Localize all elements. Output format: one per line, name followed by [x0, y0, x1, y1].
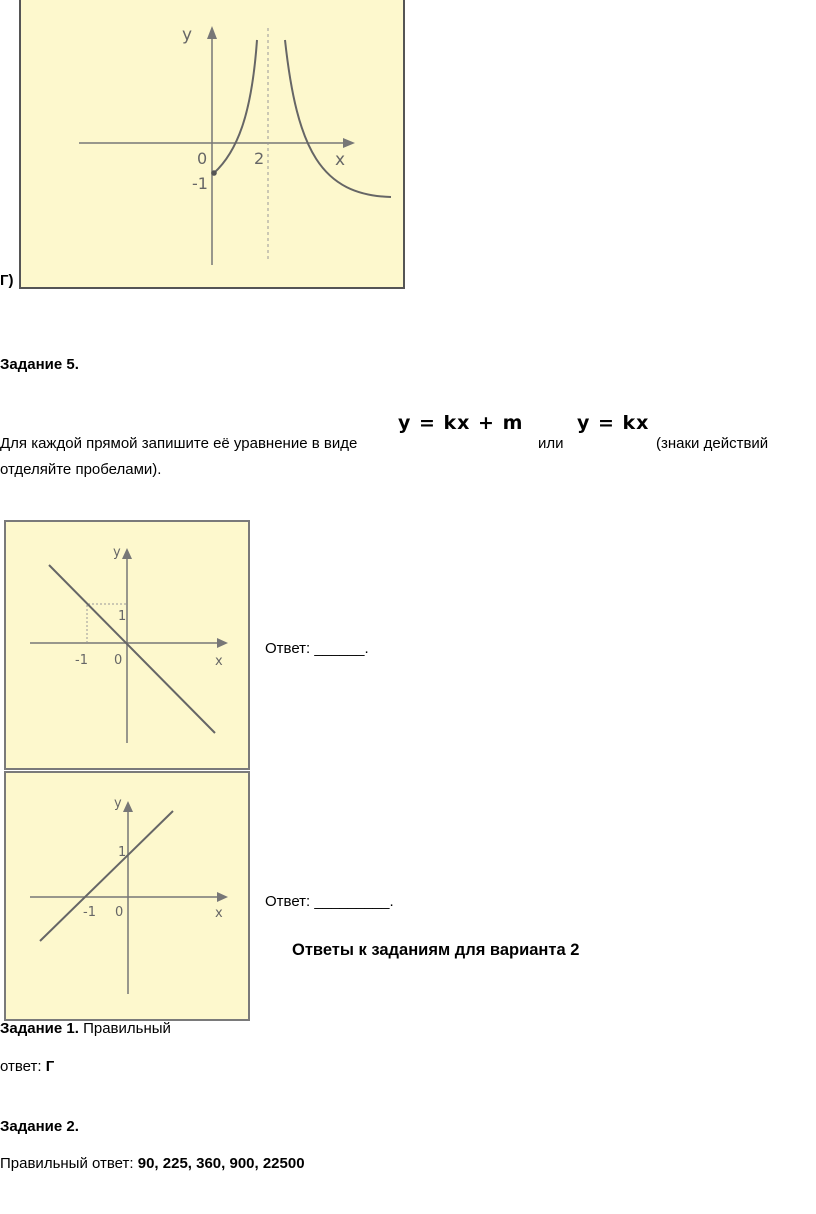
y-axis-arrow	[122, 548, 132, 559]
y-axis-label: y	[182, 25, 193, 45]
task1-answer-prefix: ответ:	[0, 1058, 46, 1075]
y-tick-label: 1	[118, 845, 127, 860]
answers-heading: Ответы к заданиям для варианта 2	[292, 941, 580, 959]
x-axis-label: x	[215, 654, 223, 669]
task2-answer-prefix: Правильный ответ:	[0, 1155, 138, 1172]
origin-label: 0	[197, 149, 208, 168]
task1-answer-line	[0, 1058, 54, 1075]
y-axis-label: y	[113, 545, 121, 560]
x-axis-label: x	[335, 150, 346, 170]
graph-frame-option-g	[19, 0, 405, 289]
origin-label: 0	[115, 905, 124, 920]
or-word: или	[538, 435, 564, 452]
task1-line	[0, 1020, 171, 1037]
x-axis-arrow	[343, 138, 355, 148]
option-g-label: Г)	[0, 272, 14, 289]
line-decreasing	[49, 565, 215, 733]
task1-answer: Г	[45, 1058, 55, 1075]
x-axis-arrow	[217, 892, 228, 902]
line-graph-2	[6, 773, 248, 1019]
hyperbola-graph	[21, 0, 403, 287]
graph-frame-line1	[4, 520, 250, 770]
formula-linear: y = kx + m	[398, 412, 524, 434]
y-axis-label: y	[114, 796, 122, 811]
task2-answer-line	[0, 1155, 305, 1172]
y-tick-label: 1	[118, 609, 127, 624]
y-tick-label: -1	[192, 174, 208, 193]
task1-text: Правильный	[78, 1020, 171, 1037]
task5-text-before: Для каждой прямой запишите её уравнение в виде	[0, 435, 358, 452]
graph-frame-line2	[4, 771, 250, 1021]
x-axis-arrow	[217, 638, 228, 648]
y-axis-arrow	[207, 26, 217, 39]
x-axis-label: x	[215, 906, 223, 921]
line-increasing	[40, 811, 173, 941]
task2-title: Задание 2.	[0, 1118, 79, 1135]
x-tick-label: 2	[254, 149, 265, 168]
y-axis-arrow	[123, 801, 133, 812]
answer-line2: Ответ: _________.	[265, 893, 394, 910]
line-graph-1	[6, 522, 248, 768]
x-tick-label: -1	[75, 653, 88, 668]
curve-right-branch	[285, 40, 391, 197]
origin-label: 0	[114, 653, 123, 668]
task5-text-after: (знаки действий	[656, 435, 769, 452]
curve-start-point	[211, 170, 217, 176]
answer-line1: Ответ: ______.	[265, 640, 369, 657]
task2-answer: 90, 225, 360, 900, 22500	[137, 1155, 305, 1172]
curve-left-branch	[214, 40, 257, 173]
formula-proportional: y = kx	[577, 412, 650, 434]
task5-text-line2: отделяйте пробелами).	[0, 461, 162, 478]
x-tick-label: -1	[83, 905, 96, 920]
task5-title: Задание 5.	[0, 356, 79, 373]
task1-title: Задание 1.	[0, 1020, 79, 1037]
